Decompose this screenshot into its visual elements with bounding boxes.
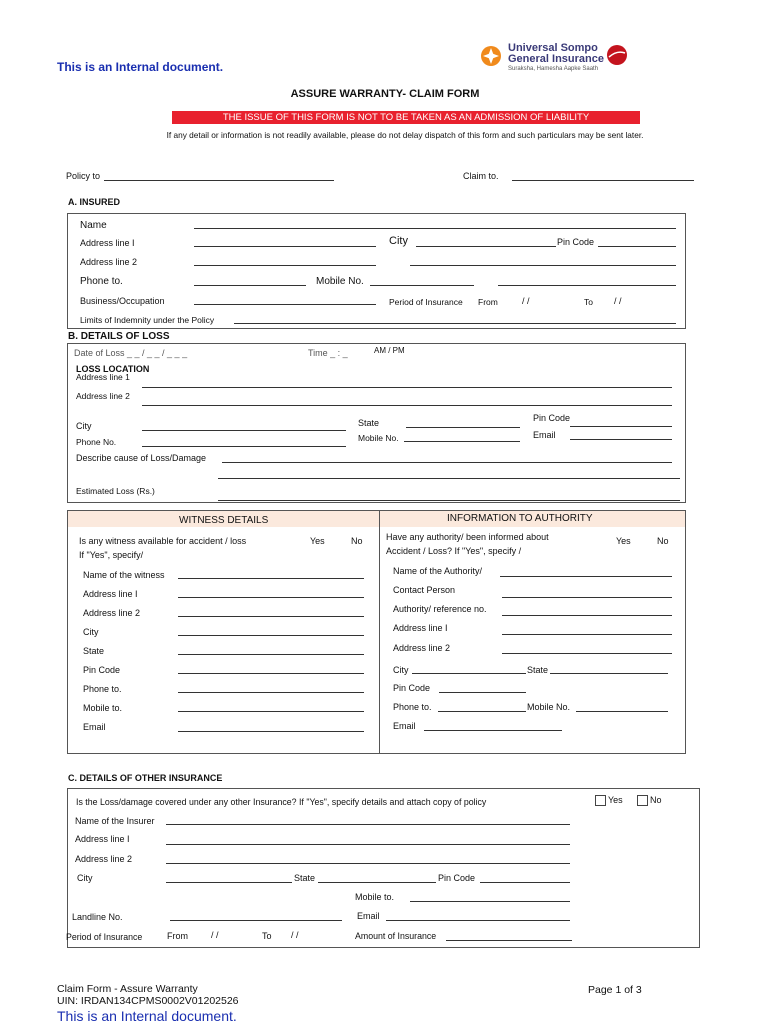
insured-mobile-field-2[interactable]	[498, 285, 676, 286]
loss-pin-field[interactable]	[570, 426, 672, 427]
authority-phone-label: Phone to.	[393, 702, 432, 712]
other-pin-label: Pin Code	[438, 873, 476, 883]
other-no-option[interactable]	[637, 795, 662, 806]
authority-reference-field[interactable]	[502, 615, 672, 616]
loss-cause-field-2[interactable]	[218, 478, 680, 479]
other-address1-label: Address line I	[75, 834, 130, 844]
witness-pin-field[interactable]	[178, 673, 364, 674]
insured-address2-field-2[interactable]	[410, 265, 676, 266]
insured-address1-field[interactable]	[194, 246, 376, 247]
insured-phone-label: Phone to.	[80, 276, 123, 287]
other-city-field[interactable]	[166, 882, 292, 883]
authority-pin-field[interactable]	[439, 692, 526, 693]
witness-no-option[interactable]: No	[351, 536, 363, 546]
other-address2-field[interactable]	[166, 863, 570, 864]
loss-cause-field[interactable]	[222, 462, 672, 463]
policy-to-field[interactable]	[104, 180, 334, 181]
insured-limits-label: Limits of Indemnity under the Policy	[80, 315, 215, 325]
loss-location-label: LOSS LOCATION	[76, 364, 150, 374]
claim-to-label: Claim to.	[463, 171, 499, 181]
witness-authority-box	[67, 510, 686, 754]
other-yes-option[interactable]	[595, 795, 623, 806]
insured-address2-label: Address line 2	[80, 257, 138, 267]
witness-heading: WITNESS DETAILS	[179, 515, 269, 526]
authority-email-label: Email	[393, 721, 416, 731]
liability-banner	[172, 111, 640, 124]
loss-address1-label: Address line 1	[76, 372, 130, 382]
insured-mobile-field[interactable]	[370, 285, 474, 286]
witness-field-label: City	[83, 627, 99, 637]
authority-pin-label: Pin Code	[393, 683, 431, 693]
other-question: Is the Loss/damage covered under any other Insurance? If "Yes", specify details and attach copy of policy	[76, 797, 487, 807]
witness-yes-option[interactable]: Yes	[310, 536, 325, 546]
authority-address1-label: Address line I	[393, 623, 448, 633]
yes-checkbox-icon[interactable]	[595, 795, 606, 806]
authority-name-field[interactable]	[500, 576, 672, 577]
loss-estimated-field[interactable]	[218, 500, 680, 501]
other-city-label: City	[77, 873, 93, 883]
other-heading: C. DETAILS OF OTHER INSURANCE	[68, 773, 223, 783]
loss-state-field[interactable]	[406, 427, 520, 428]
other-address1-field[interactable]	[166, 844, 570, 845]
insured-from-label: From	[478, 297, 498, 307]
witness-if-yes: If "Yes", specify/	[79, 550, 144, 560]
insured-pin-label: Pin Code	[557, 237, 595, 247]
claim-to-field[interactable]	[512, 180, 694, 181]
insured-address1-label: Address line I	[80, 238, 135, 248]
insured-period-label: Period of Insurance	[389, 297, 463, 307]
insured-city-field[interactable]	[416, 246, 556, 247]
witness-field-label: Phone to.	[83, 684, 122, 694]
authority-question2: Accident / Loss? If "Yes", specify /	[386, 546, 522, 556]
logo-globe-icon	[606, 44, 628, 66]
insured-to-date[interactable]: / /	[614, 296, 622, 306]
other-state-field[interactable]	[318, 882, 436, 883]
witness-city-field[interactable]	[178, 635, 364, 636]
witness-field-label: Mobile to.	[83, 703, 123, 713]
other-amount-label: Amount of Insurance	[355, 931, 437, 941]
other-no-label: No	[650, 795, 662, 805]
other-yes-label: Yes	[608, 795, 623, 805]
footer-page-number: Page 1 of 3	[588, 984, 642, 996]
other-landline-label: Landline No.	[72, 912, 123, 922]
other-amount-field[interactable]	[446, 940, 572, 941]
insured-name-field[interactable]	[194, 228, 676, 229]
witness-authority-divider	[379, 511, 380, 753]
other-period-label: Period of Insurance	[66, 932, 143, 942]
form-title: ASSURE WARRANTY- CLAIM FORM	[290, 88, 480, 100]
other-from-date[interactable]: / /	[211, 930, 219, 940]
loss-address2-label: Address line 2	[76, 391, 130, 401]
other-state-label: State	[294, 873, 316, 883]
authority-yes-option[interactable]: Yes	[616, 536, 631, 546]
other-email-field[interactable]	[386, 920, 570, 921]
other-mobile-field[interactable]	[410, 901, 570, 902]
authority-reference-label: Authority/ reference no.	[393, 604, 487, 614]
logo-line1: Universal Sompo	[508, 42, 598, 54]
loss-heading: B. DETAILS OF LOSS	[68, 331, 170, 342]
witness-phone-field[interactable]	[178, 692, 364, 693]
insured-business-field[interactable]	[194, 304, 376, 305]
authority-mobile-label: Mobile No.	[527, 702, 571, 712]
authority-contact-field[interactable]	[502, 597, 672, 598]
no-checkbox-icon[interactable]	[637, 795, 648, 806]
insured-city-label: City	[389, 235, 408, 247]
witness-field-label: Name of the witness	[83, 570, 165, 580]
witness-address2-field[interactable]	[178, 616, 364, 617]
authority-contact-label: Contact Person	[393, 585, 456, 595]
loss-city-label: City	[76, 421, 92, 431]
authority-address2-label: Address line 2	[393, 643, 451, 653]
authority-no-option[interactable]: No	[657, 536, 669, 546]
loss-mobile-field[interactable]	[404, 441, 520, 442]
liability-banner-text: THE ISSUE OF THIS FORM IS NOT TO BE TAKEN AS AN ADMISSION OF LIABILITY	[222, 112, 590, 123]
witness-field-label: State	[83, 646, 105, 656]
loss-email-label: Email	[533, 430, 556, 440]
witness-field-label: Email	[83, 722, 106, 732]
notice-text: If any detail or information is not readily available, please do not delay dispatch of this form and such particulars may be sent later.	[166, 130, 644, 140]
internal-note-top: This is an Internal document.	[57, 60, 224, 74]
witness-field-label: Pin Code	[83, 665, 121, 675]
company-logo	[478, 42, 628, 76]
insured-mobile-label: Mobile No.	[316, 276, 364, 287]
loss-email-field[interactable]	[570, 439, 672, 440]
loss-cause-label: Describe cause of Loss/Damage	[76, 453, 207, 463]
authority-heading: INFORMATION TO AUTHORITY	[447, 513, 593, 524]
witness-mobile-field[interactable]	[178, 711, 364, 712]
insured-limits-field[interactable]	[234, 323, 676, 324]
loss-mobile-label: Mobile No.	[358, 433, 399, 443]
loss-phone-field[interactable]	[142, 446, 346, 447]
other-pin-field[interactable]	[480, 882, 570, 883]
loss-phone-label: Phone No.	[76, 437, 117, 447]
authority-address2-field[interactable]	[502, 653, 672, 654]
logo-tagline: Suraksha, Hamesha Aapke Saath	[508, 66, 599, 72]
witness-state-field[interactable]	[178, 654, 364, 655]
authority-address1-field[interactable]	[502, 634, 672, 635]
other-email-label: Email	[357, 911, 380, 921]
other-mobile-label: Mobile to.	[355, 892, 395, 902]
loss-pin-label: Pin Code	[533, 413, 571, 423]
footer-form-name: Claim Form - Assure Warranty	[57, 983, 198, 995]
insured-pin-field[interactable]	[598, 246, 676, 247]
witness-field-label: Address line I	[83, 589, 138, 599]
insured-to-label: To	[584, 297, 593, 307]
policy-to-label: Policy to	[66, 171, 101, 181]
insured-address2-field[interactable]	[194, 265, 376, 266]
loss-estimated-label: Estimated Loss (Rs.)	[76, 486, 155, 496]
loss-time-label[interactable]: Time _ : _	[308, 348, 348, 358]
other-landline-field[interactable]	[170, 920, 342, 921]
loss-state-label: State	[358, 418, 380, 428]
insured-from-date[interactable]: / /	[522, 296, 530, 306]
other-to-label: To	[262, 931, 272, 941]
other-to-date[interactable]: / /	[291, 930, 299, 940]
logo-line2: General Insurance	[508, 53, 604, 65]
insured-phone-field[interactable]	[194, 285, 306, 286]
authority-mobile-field[interactable]	[576, 711, 668, 712]
insured-box	[67, 213, 686, 329]
loss-address2-field[interactable]	[142, 405, 672, 406]
witness-field-label: Address line 2	[83, 608, 141, 618]
insured-business-label: Business/Occupation	[80, 296, 165, 306]
authority-state-field[interactable]	[550, 673, 668, 674]
authority-question1: Have any authority/ been informed about	[386, 532, 549, 542]
internal-note-bottom: This is an Internal document.	[57, 1008, 237, 1024]
loss-city-field[interactable]	[142, 430, 346, 431]
insured-heading: A. INSURED	[68, 197, 121, 207]
authority-state-label: State	[527, 665, 549, 675]
witness-question: Is any witness available for accident / loss	[79, 536, 247, 546]
loss-ampm-label: AM / PM	[374, 346, 405, 355]
authority-phone-field[interactable]	[438, 711, 526, 712]
loss-address1-field[interactable]	[142, 387, 672, 388]
authority-name-label: Name of the Authority/	[393, 566, 483, 576]
authority-city-label: City	[393, 665, 409, 675]
other-address2-label: Address line 2	[75, 854, 133, 864]
logo-mark-icon	[478, 44, 504, 68]
authority-city-field[interactable]	[412, 673, 526, 674]
footer-uin: UIN: IRDAN134CPMS0002V01202526	[57, 995, 239, 1007]
loss-date-label[interactable]: Date of Loss _ _ / _ _ / _ _ _	[74, 348, 188, 358]
other-from-label: From	[167, 931, 188, 941]
other-insurer-label: Name of the Insurer	[75, 816, 155, 826]
other-insurer-field[interactable]	[166, 824, 570, 825]
witness-name-field[interactable]	[178, 578, 364, 579]
authority-email-field[interactable]	[424, 730, 562, 731]
insured-name-label: Name	[80, 220, 107, 231]
witness-email-field[interactable]	[178, 731, 364, 732]
other-box	[67, 788, 700, 948]
witness-address1-field[interactable]	[178, 597, 364, 598]
